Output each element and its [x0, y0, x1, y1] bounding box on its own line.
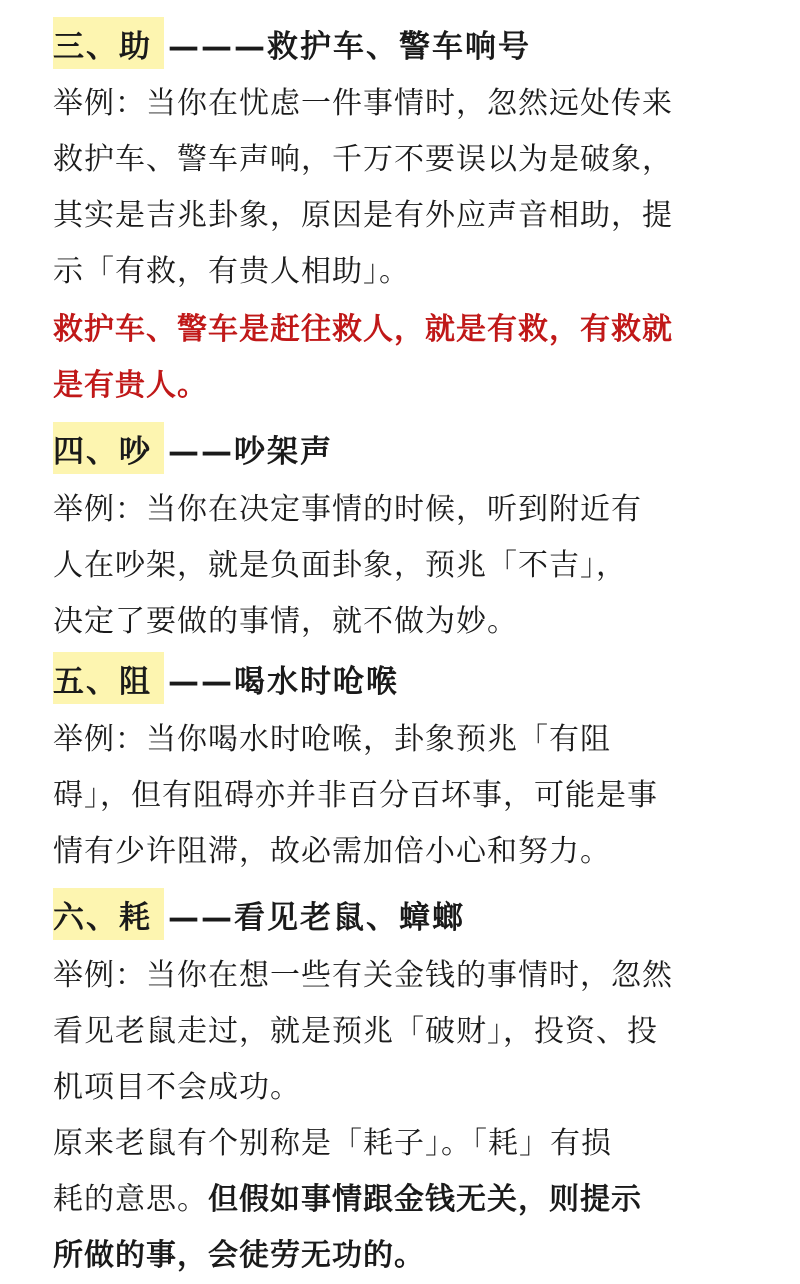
- example-paragraph: [53, 76, 753, 300]
- emphasis-paragraph: [53, 302, 753, 414]
- heading-key: 五、阻: [53, 652, 164, 704]
- example-paragraph: [53, 948, 753, 1284]
- text-line: 救护车、警车声响，千万不要误以为是破象，: [53, 142, 673, 177]
- text-line: 看见老鼠走过，就是预兆「破财」，投资、投: [53, 1014, 658, 1049]
- text-line: 救护车、警车是赶往救人，就是有救，有救就: [53, 312, 673, 347]
- bold-text-line: 所做的事，会徒劳无功的。: [53, 1238, 425, 1273]
- text-line: 原来老鼠有个别称是「耗子」。「耗」有损: [53, 1126, 612, 1161]
- text-line: 人在吵架，就是负面卦象，预兆「不吉」，: [53, 548, 627, 583]
- example-paragraph: [53, 712, 753, 880]
- text-line: 决定了要做的事情，就不做为妙。: [53, 604, 518, 639]
- text-line: 是有贵人。: [53, 368, 208, 403]
- text-line: 示「有救，有贵人相助」。: [53, 254, 410, 289]
- mixed-text-line: [53, 1172, 753, 1228]
- section-heading-zhu: [53, 17, 531, 69]
- text-line: 其实是吉兆卦象，原因是有外应声音相助，提: [53, 198, 673, 233]
- section-heading-hao: [53, 888, 465, 940]
- section-heading-chao: [53, 422, 333, 474]
- bold-text: 但假如事情跟金钱无关，则提示: [208, 1182, 642, 1217]
- normal-text: 耗的意思。: [53, 1182, 208, 1217]
- heading-text: ——喝水时呛喉: [168, 663, 399, 700]
- heading-key: 四、吵: [53, 422, 164, 474]
- text-line: 举例：当你在想一些有关金钱的事情时，忽然: [53, 958, 673, 993]
- text-line: 情有少许阻滞，故必需加倍小心和努力。: [53, 834, 611, 869]
- text-line: 碍」，但有阻碍亦并非百分百坏事，可能是事: [53, 778, 658, 813]
- heading-text: ——看见老鼠、蟑螂: [168, 899, 465, 936]
- text-line: 机项目不会成功。: [53, 1070, 301, 1105]
- text-line: 举例：当你在决定事情的时候，听到附近有: [53, 492, 642, 527]
- heading-key: 六、耗: [53, 888, 164, 940]
- heading-text: ——吵架声: [168, 433, 333, 470]
- example-paragraph: [53, 482, 753, 650]
- text-line: 举例：当你在忧虑一件事情时，忽然远处传来: [53, 86, 673, 121]
- text-line: 举例：当你喝水时呛喉，卦象预兆「有阻: [53, 722, 611, 757]
- section-heading-zu: [53, 652, 399, 704]
- heading-key: 三、助: [53, 17, 164, 69]
- heading-text: ———救护车、警车响号: [168, 28, 531, 65]
